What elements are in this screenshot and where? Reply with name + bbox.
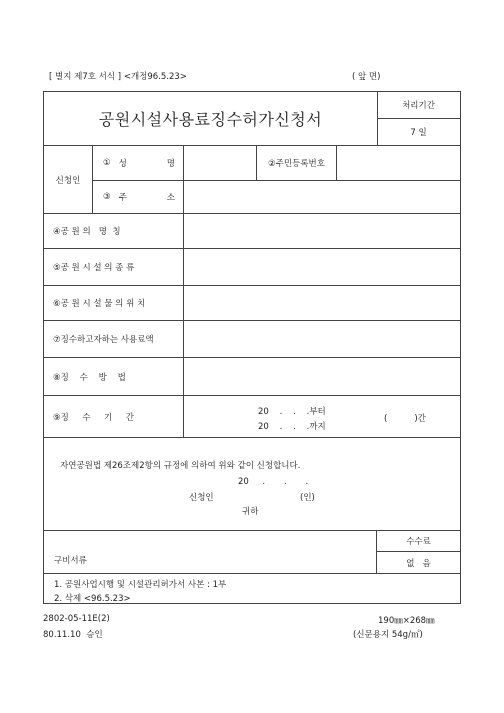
address-label <box>103 181 175 213</box>
address-number: ③ <box>103 192 111 202</box>
name-char-a: 성 <box>118 159 127 169</box>
rule <box>43 573 461 574</box>
document-item-1: 1. 공원사업시행 및 시설관리허가서 사본 : 1부 <box>54 580 227 590</box>
seal-mark: (인) <box>300 493 315 503</box>
address-field[interactable] <box>184 181 460 213</box>
facility-location-field[interactable] <box>184 286 460 320</box>
form-title: 공원시설사용료징수허가신청서 <box>98 110 323 129</box>
collection-method-label: ⑧징 수 방 법 <box>53 372 126 383</box>
period-to[interactable]: 20 . . .까지 <box>258 422 326 432</box>
processing-period-value: 7 일 <box>410 128 427 138</box>
fee-value: 없 음 <box>406 558 431 569</box>
period-from[interactable]: 20 . . .부터 <box>258 407 326 417</box>
processing-period-label: 처리기간 <box>402 101 435 111</box>
name-field[interactable] <box>184 146 256 180</box>
applicant-label: 신청인 <box>55 175 81 186</box>
paper-size: 190㎜×268㎜ <box>378 616 435 626</box>
collection-period-label: ⑨징 수 기 간 <box>53 412 134 423</box>
fee-amount-label: ⑦징수하고자하는 사용료액 <box>53 335 154 345</box>
park-name-label: ④공 원 의 명 칭 <box>53 227 121 237</box>
collection-method-field[interactable] <box>184 358 460 395</box>
required-documents-label: 구비서류 <box>54 556 87 566</box>
park-name-field[interactable] <box>184 214 460 248</box>
form-code: 2802-05-11E(2) <box>43 614 110 624</box>
form-number: [ 별지 제7호 서식 ] <개정96.5.23> <box>49 72 187 82</box>
fee-label: 수수료 <box>406 537 431 547</box>
addressee: 귀하 <box>242 507 259 517</box>
document-item-2: 2. 삭제 <96.5.23> <box>54 594 131 604</box>
facility-type-label: ⑤공 원 시 설 의 종 류 <box>53 263 135 273</box>
rule <box>92 145 93 213</box>
rrn-label: ②주민등록번호 <box>268 159 325 169</box>
paper-spec: (신문용지 54g/㎡) <box>353 630 423 640</box>
address-char-a: 주 <box>118 193 127 203</box>
border-right <box>460 91 461 604</box>
rule <box>43 437 461 438</box>
fee-amount-field[interactable] <box>184 321 460 357</box>
statement-text: 자연공원법 제26조제2항의 규정에 의하여 위와 같이 신청합니다. <box>60 461 301 471</box>
name-label <box>103 146 175 180</box>
statement-applicant: 신청인 <box>189 493 214 503</box>
name-char-b: 명 <box>166 159 175 169</box>
facility-location-label: ⑥공 원 시 설 물 의 위 치 <box>53 299 146 309</box>
rrn-field[interactable] <box>337 146 460 180</box>
page-side: ( 앞 면) <box>352 72 381 82</box>
facility-type-field[interactable] <box>184 249 460 285</box>
approval-date: 80.11.10 승인 <box>43 630 103 640</box>
address-char-b: 소 <box>166 193 175 203</box>
name-number: ① <box>103 158 111 168</box>
statement-date[interactable]: 20 . . . <box>238 477 309 487</box>
period-duration[interactable]: ( )간 <box>384 414 426 424</box>
